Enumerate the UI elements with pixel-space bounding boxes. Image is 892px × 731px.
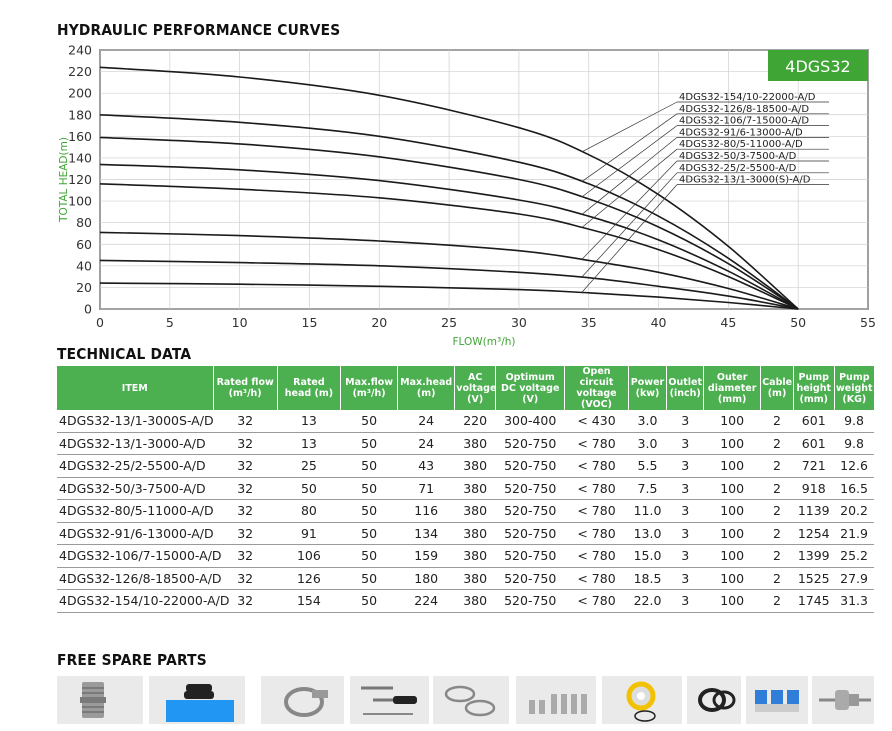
column-header: Max.head (m) bbox=[398, 366, 455, 410]
table-cell: 32 bbox=[213, 522, 277, 545]
table-cell: < 780 bbox=[565, 522, 628, 545]
table-cell: 520-750 bbox=[496, 522, 565, 545]
table-cell: 50 bbox=[341, 545, 398, 568]
table-cell: 380 bbox=[455, 590, 496, 613]
table-cell: 3 bbox=[667, 477, 704, 500]
table-cell: 721 bbox=[793, 455, 834, 478]
x-tick-label: 20 bbox=[371, 315, 388, 330]
table-cell: 520-750 bbox=[496, 590, 565, 613]
x-tick-label: 0 bbox=[96, 315, 104, 330]
table-cell: 3 bbox=[667, 590, 704, 613]
table-cell: 224 bbox=[398, 590, 455, 613]
table-cell: 100 bbox=[704, 410, 761, 432]
table-cell: 11.0 bbox=[628, 500, 667, 523]
y-tick-label: 160 bbox=[68, 128, 92, 144]
legend-label: 4DGS32-80/5-11000-A/D bbox=[679, 139, 803, 151]
legend-label: 4DGS32-126/8-18500-A/D bbox=[679, 103, 810, 115]
table-cell: 100 bbox=[704, 432, 761, 455]
table-cell: 520-750 bbox=[496, 477, 565, 500]
table-cell: 32 bbox=[213, 567, 277, 590]
wire-rope-hooks-icon bbox=[433, 676, 509, 724]
column-header: ITEM bbox=[57, 366, 213, 410]
table-cell: 2 bbox=[761, 432, 794, 455]
table-cell: 32 bbox=[213, 590, 277, 613]
table-cell: 1254 bbox=[793, 522, 834, 545]
table-cell: 32 bbox=[213, 500, 277, 523]
table-cell: 20.2 bbox=[834, 500, 874, 523]
table-cell: 2 bbox=[761, 477, 794, 500]
table-cell: 12.6 bbox=[834, 455, 874, 478]
x-tick-label: 45 bbox=[720, 315, 737, 330]
table-cell: 32 bbox=[213, 432, 277, 455]
table-cell: 3 bbox=[667, 432, 704, 455]
table-row bbox=[57, 590, 874, 613]
column-header: Optimum DC voltage (V) bbox=[496, 366, 565, 410]
table-cell: 601 bbox=[793, 410, 834, 432]
y-axis-label: TOTAL HEAD(m) bbox=[58, 137, 70, 222]
table-row bbox=[57, 545, 874, 568]
screwdriver-icon bbox=[350, 676, 429, 724]
table-cell: 25.2 bbox=[834, 545, 874, 568]
column-header: AC voltage (V) bbox=[455, 366, 496, 410]
y-tick-label: 20 bbox=[76, 279, 92, 295]
cable-gland-icon bbox=[812, 676, 874, 724]
spare-parts-strip bbox=[57, 676, 877, 724]
table-cell: 3 bbox=[667, 410, 704, 432]
table-cell: 50 bbox=[341, 590, 398, 613]
model-badge-label: 4DGS32 bbox=[785, 57, 851, 76]
model-cell: 4DGS32-126/8-18500-A/D bbox=[57, 567, 213, 590]
model-cell: 4DGS32-13/1-3000S-A/D bbox=[57, 410, 213, 432]
table-cell: 13 bbox=[277, 410, 340, 432]
table-cell: 100 bbox=[704, 500, 761, 523]
table-cell: 3 bbox=[667, 567, 704, 590]
pipe-nipple-icon bbox=[57, 676, 143, 724]
y-tick-label: 0 bbox=[84, 301, 92, 317]
table-cell: 71 bbox=[398, 477, 455, 500]
table-row bbox=[57, 455, 874, 478]
table-cell: 134 bbox=[398, 522, 455, 545]
table-cell: 100 bbox=[704, 567, 761, 590]
table-cell: < 780 bbox=[565, 455, 628, 478]
table-cell: 3.0 bbox=[628, 410, 667, 432]
table-cell: 50 bbox=[341, 432, 398, 455]
table-cell: 32 bbox=[213, 545, 277, 568]
tech-section-title: TECHNICAL DATA bbox=[57, 345, 192, 363]
x-tick-label: 30 bbox=[510, 315, 527, 330]
y-tick-label: 220 bbox=[68, 64, 92, 80]
column-header: Outer diameter (mm) bbox=[704, 366, 761, 410]
technical-data-table bbox=[57, 366, 874, 613]
table-cell: 100 bbox=[704, 455, 761, 478]
x-tick-label: 10 bbox=[231, 315, 248, 330]
performance-chart bbox=[0, 0, 892, 355]
table-cell: 16.5 bbox=[834, 477, 874, 500]
table-cell: 2 bbox=[761, 410, 794, 432]
table-cell: 380 bbox=[455, 432, 496, 455]
table-cell: 2 bbox=[761, 522, 794, 545]
table-cell: 32 bbox=[213, 455, 277, 478]
x-tick-label: 35 bbox=[580, 315, 597, 330]
x-tick-label: 40 bbox=[650, 315, 667, 330]
terminal-connectors-icon bbox=[746, 676, 808, 724]
legend-label: 4DGS32-25/2-5500-A/D bbox=[679, 162, 797, 174]
table-cell: 3 bbox=[667, 455, 704, 478]
x-axis-label: FLOW(m³/h) bbox=[452, 336, 516, 348]
ptfe-tape-icon bbox=[602, 676, 682, 724]
table-cell: 520-750 bbox=[496, 567, 565, 590]
table-cell: 27.9 bbox=[834, 567, 874, 590]
table-cell: 80 bbox=[277, 500, 340, 523]
table-cell: 32 bbox=[213, 477, 277, 500]
legend-leader bbox=[582, 102, 677, 152]
table-cell: 100 bbox=[704, 477, 761, 500]
y-tick-label: 240 bbox=[68, 42, 92, 58]
legend-label: 4DGS32-13/1-3000(S)-A/D bbox=[679, 174, 811, 186]
y-tick-label: 60 bbox=[76, 236, 92, 252]
y-tick-label: 140 bbox=[68, 150, 92, 166]
model-cell: 4DGS32-91/6-13000-A/D bbox=[57, 522, 213, 545]
table-cell: 520-750 bbox=[496, 432, 565, 455]
column-header: Outlet (inch) bbox=[667, 366, 704, 410]
table-cell: < 430 bbox=[565, 410, 628, 432]
table-cell: 50 bbox=[341, 522, 398, 545]
table-cell: < 780 bbox=[565, 432, 628, 455]
table-cell: 3.0 bbox=[628, 432, 667, 455]
table-cell: 159 bbox=[398, 545, 455, 568]
table-cell: < 780 bbox=[565, 567, 628, 590]
table-cell: 50 bbox=[277, 477, 340, 500]
column-header: Rated head (m) bbox=[277, 366, 340, 410]
column-header: Max.flow (m³/h) bbox=[341, 366, 398, 410]
table-cell: 7.5 bbox=[628, 477, 667, 500]
model-cell: 4DGS32-80/5-11000-A/D bbox=[57, 500, 213, 523]
table-cell: 3 bbox=[667, 522, 704, 545]
table-cell: 520-750 bbox=[496, 455, 565, 478]
table-cell: < 780 bbox=[565, 545, 628, 568]
hose-clamp-icon bbox=[261, 676, 344, 724]
model-cell: 4DGS32-13/1-3000-A/D bbox=[57, 432, 213, 455]
table-row bbox=[57, 567, 874, 590]
table-cell: 24 bbox=[398, 432, 455, 455]
table-cell: 1399 bbox=[793, 545, 834, 568]
table-cell: 126 bbox=[277, 567, 340, 590]
y-tick-label: 120 bbox=[68, 172, 92, 187]
model-cell: 4DGS32-106/7-15000-A/D bbox=[57, 545, 213, 568]
table-cell: 5.5 bbox=[628, 455, 667, 478]
y-tick-label: 100 bbox=[68, 193, 92, 209]
table-row bbox=[57, 410, 874, 432]
table-cell: 180 bbox=[398, 567, 455, 590]
x-tick-label: 50 bbox=[790, 315, 807, 330]
o-rings-icon bbox=[687, 676, 741, 724]
table-cell: 50 bbox=[341, 477, 398, 500]
table-cell: 43 bbox=[398, 455, 455, 478]
table-cell: 9.8 bbox=[834, 432, 874, 455]
x-tick-label: 55 bbox=[860, 315, 876, 330]
table-cell: 154 bbox=[277, 590, 340, 613]
table-cell: 50 bbox=[341, 410, 398, 432]
table-cell: 220 bbox=[455, 410, 496, 432]
table-cell: 21.9 bbox=[834, 522, 874, 545]
table-cell: 31.3 bbox=[834, 590, 874, 613]
legend-label: 4DGS32-154/10-22000-A/D bbox=[679, 92, 816, 103]
table-cell: 2 bbox=[761, 455, 794, 478]
chart-section-title: HYDRAULIC PERFORMANCE CURVES bbox=[57, 21, 341, 39]
table-cell: 300-400 bbox=[496, 410, 565, 432]
table-row bbox=[57, 477, 874, 500]
table-cell: 2 bbox=[761, 500, 794, 523]
y-tick-label: 180 bbox=[68, 107, 92, 123]
performance-chart-svg bbox=[0, 0, 892, 355]
table-cell: 91 bbox=[277, 522, 340, 545]
table-cell: 100 bbox=[704, 590, 761, 613]
table-cell: 13 bbox=[277, 432, 340, 455]
table-cell: 918 bbox=[793, 477, 834, 500]
column-header: Open circuit voltage (VOC) bbox=[565, 366, 628, 410]
table-cell: 380 bbox=[455, 500, 496, 523]
table-header-row bbox=[57, 366, 874, 410]
table-cell: 1745 bbox=[793, 590, 834, 613]
table-cell: 25 bbox=[277, 455, 340, 478]
table-cell: 380 bbox=[455, 545, 496, 568]
bolts-icon bbox=[516, 676, 596, 724]
x-tick-label: 15 bbox=[301, 315, 318, 330]
table-cell: 9.8 bbox=[834, 410, 874, 432]
table-cell: < 780 bbox=[565, 500, 628, 523]
column-header: Pump weight (KG) bbox=[834, 366, 874, 410]
table-cell: 2 bbox=[761, 590, 794, 613]
table-cell: 106 bbox=[277, 545, 340, 568]
model-cell: 4DGS32-154/10-22000-A/D bbox=[57, 590, 213, 613]
table-row bbox=[57, 432, 874, 455]
table-cell: 13.0 bbox=[628, 522, 667, 545]
model-cell: 4DGS32-50/3-7500-A/D bbox=[57, 477, 213, 500]
table-cell: < 780 bbox=[565, 590, 628, 613]
table-cell: 22.0 bbox=[628, 590, 667, 613]
column-header: Cable (m) bbox=[761, 366, 794, 410]
table-cell: 1525 bbox=[793, 567, 834, 590]
table-cell: 520-750 bbox=[496, 545, 565, 568]
table-cell: 380 bbox=[455, 567, 496, 590]
table-cell: 380 bbox=[455, 477, 496, 500]
table-cell: 116 bbox=[398, 500, 455, 523]
table-cell: 50 bbox=[341, 455, 398, 478]
table-cell: 380 bbox=[455, 522, 496, 545]
parts-section-title: FREE SPARE PARTS bbox=[57, 651, 207, 669]
legend-label: 4DGS32-50/3-7500-A/D bbox=[679, 151, 797, 162]
table-cell: 380 bbox=[455, 455, 496, 478]
table-row bbox=[57, 500, 874, 523]
table-cell: 50 bbox=[341, 567, 398, 590]
column-header: Power (kw) bbox=[628, 366, 667, 410]
table-cell: 3 bbox=[667, 500, 704, 523]
table-cell: 18.5 bbox=[628, 567, 667, 590]
table-cell: 24 bbox=[398, 410, 455, 432]
table-cell: 50 bbox=[341, 500, 398, 523]
table-cell: 15.0 bbox=[628, 545, 667, 568]
y-tick-label: 80 bbox=[76, 215, 92, 231]
column-header: Rated flow (m³/h) bbox=[213, 366, 277, 410]
table-row bbox=[57, 522, 874, 545]
legend-leader bbox=[582, 114, 677, 182]
table-cell: 1139 bbox=[793, 500, 834, 523]
legend-label: 4DGS32-106/7-15000-A/D bbox=[679, 115, 810, 127]
table-cell: 3 bbox=[667, 545, 704, 568]
table-cell: 2 bbox=[761, 545, 794, 568]
y-tick-label: 40 bbox=[76, 258, 92, 274]
column-header: Pump height (mm) bbox=[793, 366, 834, 410]
x-tick-label: 25 bbox=[441, 315, 458, 330]
table-cell: 2 bbox=[761, 567, 794, 590]
legend-label: 4DGS32-91/6-13000-A/D bbox=[679, 127, 803, 139]
table-cell: 100 bbox=[704, 545, 761, 568]
rubber-sleeves-icon bbox=[149, 676, 245, 724]
table-cell: 520-750 bbox=[496, 500, 565, 523]
x-tick-label: 5 bbox=[165, 315, 174, 330]
table-cell: 100 bbox=[704, 522, 761, 545]
table-cell: 32 bbox=[213, 410, 277, 432]
table-cell: < 780 bbox=[565, 477, 628, 500]
table-cell: 601 bbox=[793, 432, 834, 455]
model-cell: 4DGS32-25/2-5500-A/D bbox=[57, 455, 213, 478]
y-tick-label: 200 bbox=[68, 85, 92, 101]
